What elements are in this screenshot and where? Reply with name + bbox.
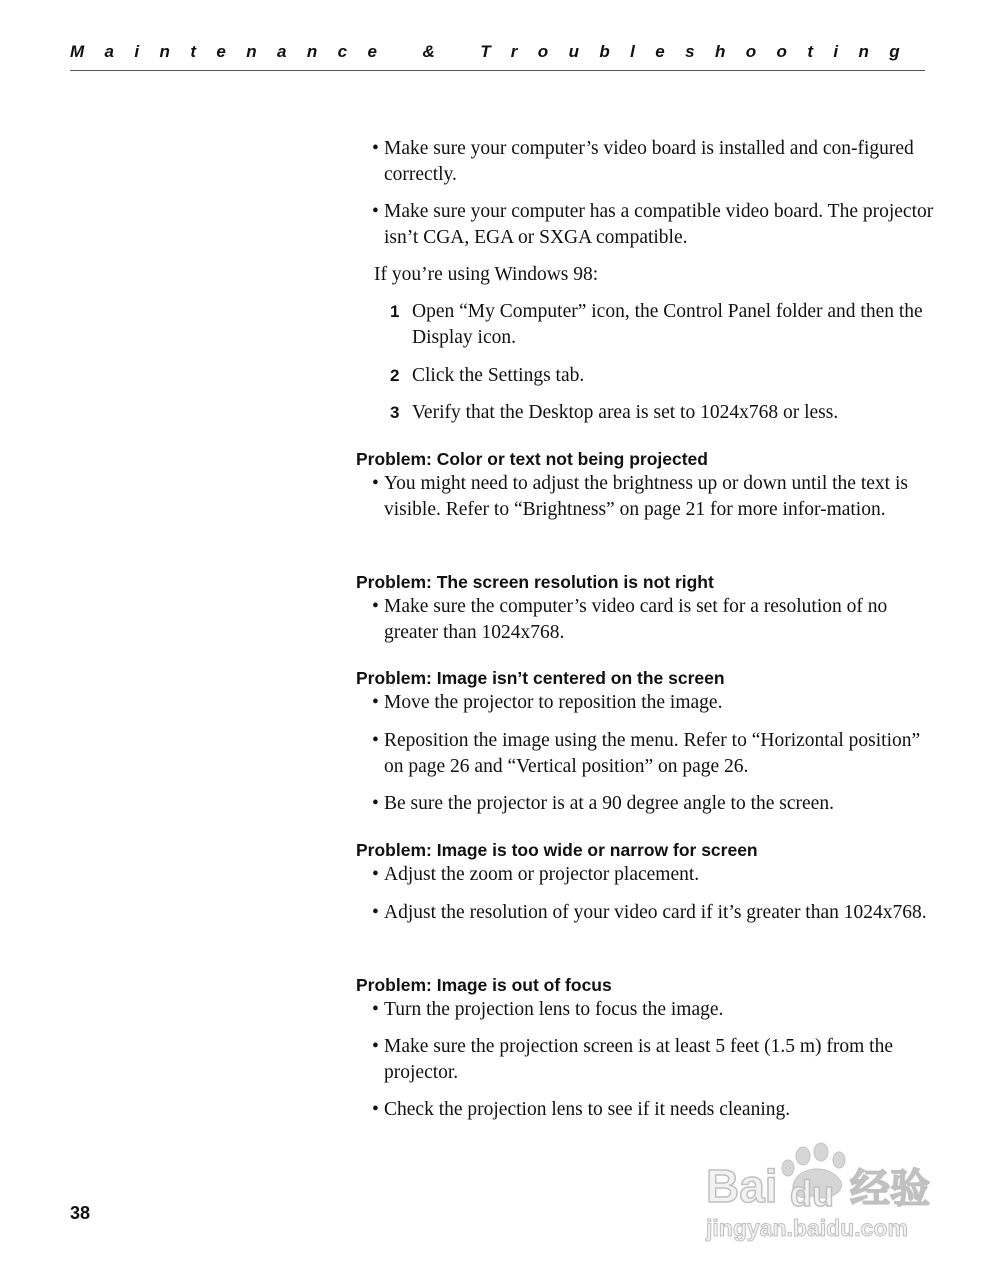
step-item	[390, 400, 948, 426]
problem-heading: Problem: Image isn’t centered on the screen	[356, 668, 725, 688]
step-number: 1	[390, 302, 400, 321]
step-item	[390, 299, 948, 351]
problem-heading: Problem: Color or text not being projected	[356, 449, 708, 469]
list-item: • Make sure the computer’s video card is set for a resolution of no greater than 1024x768.	[372, 594, 938, 646]
step-text: Open “My Computer” icon, the Control Panel folder and then the Display icon.	[412, 301, 923, 348]
list-item: • Check the projection lens to see if it needs cleaning.	[372, 1097, 938, 1123]
list-item: • Turn the projection lens to focus the image.	[372, 997, 938, 1023]
windows-intro: If you’re using Windows 98:	[374, 264, 599, 285]
list-item: • Reposition the image using the menu. Refer to “Horizontal position” on page 26 and “Vertical position” on page 26.	[372, 728, 938, 780]
running-header: Maintenance & Troubleshooting	[70, 42, 921, 61]
step-item	[390, 363, 948, 389]
step-text: Verify that the Desktop area is set to 1024x768 or less.	[412, 402, 839, 423]
watermark-brand-a: Bai	[706, 1160, 778, 1212]
watermark-url: jingyan.baidu.com	[706, 1215, 908, 1241]
list-item: • Make sure your computer’s video board is installed and con-figured correctly.	[372, 136, 938, 188]
watermark-brand-cn: 经验	[850, 1166, 930, 1212]
header-rule	[70, 70, 925, 71]
list-item: • Adjust the zoom or projector placement.	[372, 862, 938, 888]
problem-heading: Problem: The screen resolution is not right	[356, 572, 714, 592]
watermark-brand-b: du	[790, 1173, 834, 1214]
list-item: • Be sure the projector is at a 90 degree angle to the screen.	[372, 791, 938, 817]
problem-heading: Problem: Image is too wide or narrow for screen	[356, 840, 758, 860]
step-number: 3	[390, 403, 400, 422]
step-text: Click the Settings tab.	[412, 365, 585, 386]
step-number: 2	[390, 366, 400, 385]
page-number: 38	[70, 1203, 91, 1223]
problem-heading: Problem: Image is out of focus	[356, 975, 612, 995]
list-item: • Make sure your computer has a compatible video board. The projector isn’t CGA, EGA or SXGA compatible.	[372, 199, 938, 251]
baidu-watermark	[702, 1140, 942, 1250]
list-item: • Move the projector to reposition the image.	[372, 690, 938, 716]
list-item: • You might need to adjust the brightness up or down until the text is visible. Refer to “Brightness” on page 21 for more infor-mation.	[372, 471, 938, 523]
list-item: • Make sure the projection screen is at least 5 feet (1.5 m) from the projector.	[372, 1034, 938, 1086]
list-item: • Adjust the resolution of your video card if it’s greater than 1024x768.	[372, 900, 938, 926]
